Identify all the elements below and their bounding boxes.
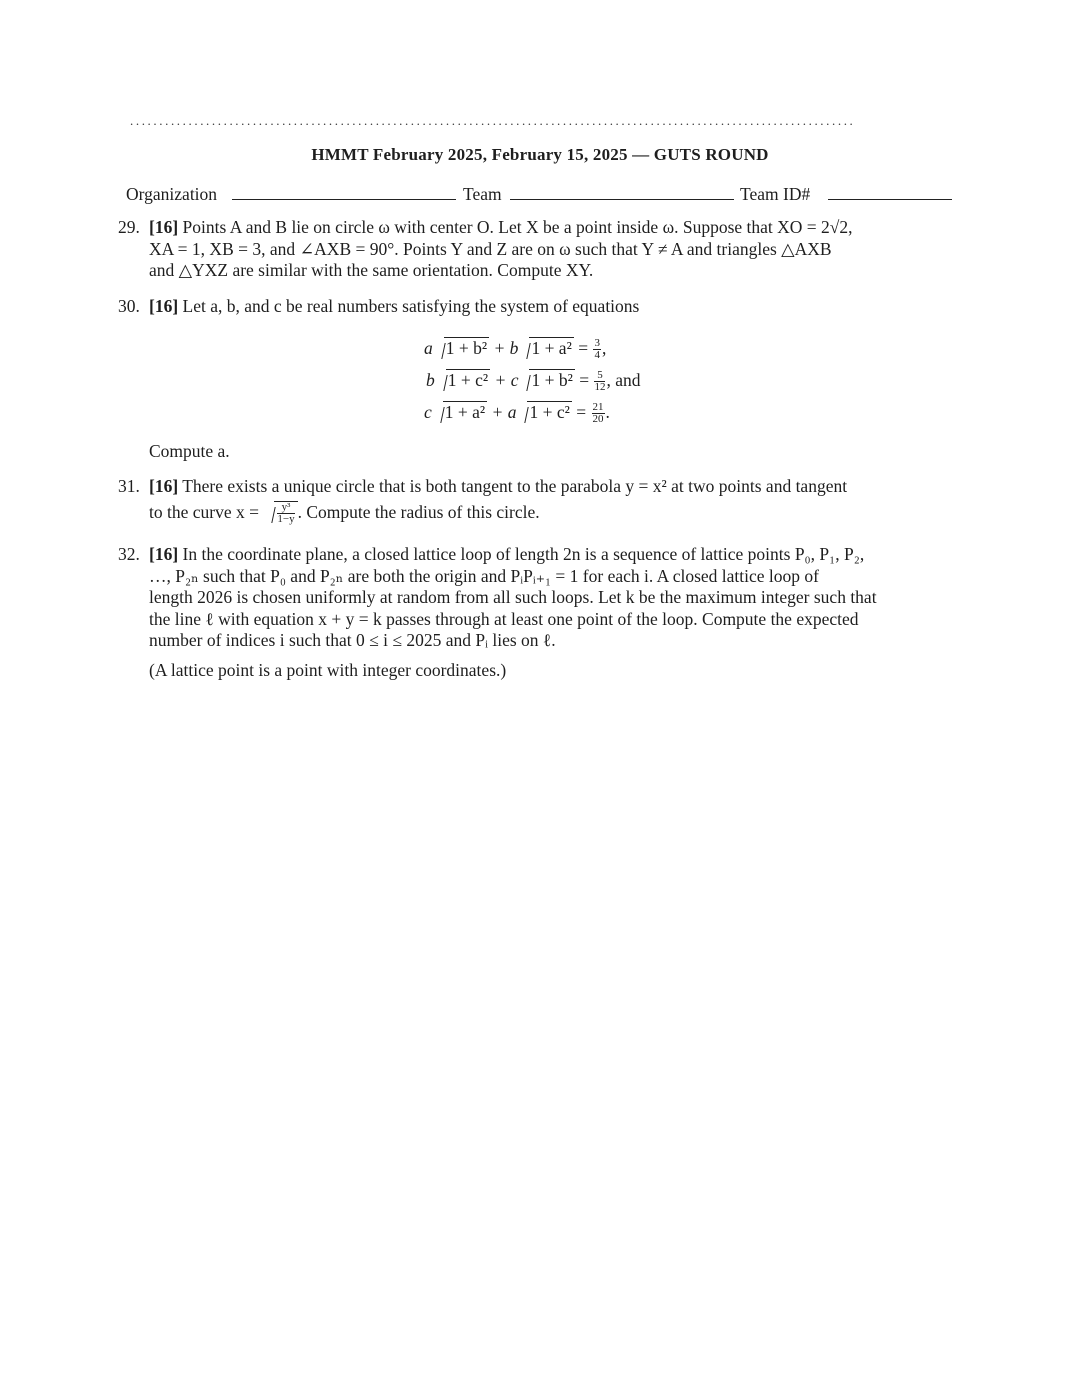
organization-blank[interactable] xyxy=(232,199,456,200)
problem-30 xyxy=(118,296,952,318)
problem-points: [16] xyxy=(149,476,179,496)
team-label: Team xyxy=(463,184,502,204)
problem-number: 31. xyxy=(118,476,140,496)
problem-text-line: Points A and B lie on circle ω with center O. Let X be a point inside ω. Suppose that XO = 2√2, xyxy=(182,217,853,237)
problem-text-line: length 2026 is chosen uniformly at random from all such loops. Let k be the maximum integer such that xyxy=(149,587,877,607)
problem-29 xyxy=(118,217,952,282)
problem-text-line: number of indices i such that 0 ≤ i ≤ 2025 and Pᵢ lies on ℓ. xyxy=(149,630,556,650)
problem-number: 30. xyxy=(118,296,140,316)
problem-points: [16] xyxy=(149,544,179,564)
problem-31: 31. [16] There exists a unique circle that is both tangent to the parabola y = x² at two points and tangent to the curve x = $\frac{\text{y³}}{1-y}$ . Compute the radius of this circle. xyxy=(118,476,848,525)
problem-text-line: In the coordinate plane, a closed lattice loop of length 2n is a sequence of lattice points P₀, P₁, P₂, xyxy=(182,544,865,564)
problem-points: [16] xyxy=(149,217,179,237)
team-blank[interactable] xyxy=(510,199,734,200)
page-title: HMMT February 2025, February 15, 2025 — GUTS ROUND xyxy=(311,145,769,164)
dotted-cut-line: ............................................................................................................................ xyxy=(130,116,856,126)
problem-number: 29. xyxy=(118,217,140,237)
team-id-blank[interactable] xyxy=(828,199,952,200)
organization-label: Organization xyxy=(126,184,218,204)
equation-1: a 1 + b² + b 1 + a² = $\frac{3}{4}$ , xyxy=(424,337,607,362)
problem-outro: Compute a. xyxy=(149,441,230,461)
problem-text-line: There exists a unique circle that is both tangent to the parabola y = x² at two points and tangent xyxy=(182,476,848,496)
problem-points: [16] xyxy=(149,296,179,316)
equation-3: c 1 + a² + a 1 + c² = $\frac{21}{20}$ . xyxy=(424,401,610,426)
problem-text-line: XA = 1, XB = 3, and ∠AXB = 90°. Points Y and Z are on ω such that Y ≠ A and triangles △AXB xyxy=(149,238,832,259)
problem-32 xyxy=(118,544,952,681)
problem-text-line: and △YXZ are similar with the same orientation. Compute XY. xyxy=(149,260,594,280)
problem-note: (A lattice point is a point with integer coordinates.) xyxy=(149,659,507,680)
problem-30-outro xyxy=(118,441,952,463)
problem-number: 32. xyxy=(118,544,140,564)
id-line xyxy=(126,184,952,208)
equation-2: b 1 + c² + c 1 + b² = $\frac{5}{12}$ , and xyxy=(426,369,641,394)
team-id-label: Team ID# xyxy=(740,184,811,204)
problem-text-line: the line ℓ with equation x + y = k passes through at least one point of the loop. Compute the expected xyxy=(149,608,859,629)
problem-intro: Let a, b, and c be real numbers satisfying the system of equations xyxy=(182,296,640,316)
problem-text-line: …, P₂ₙ such that P₀ and P₂ₙ are both the origin and PᵢPᵢ₊₁ = 1 for each i. A closed lattice loop of xyxy=(149,565,819,586)
sqrt-fraction: $\frac{\text{y³}}{1-y}$ xyxy=(263,502,297,525)
